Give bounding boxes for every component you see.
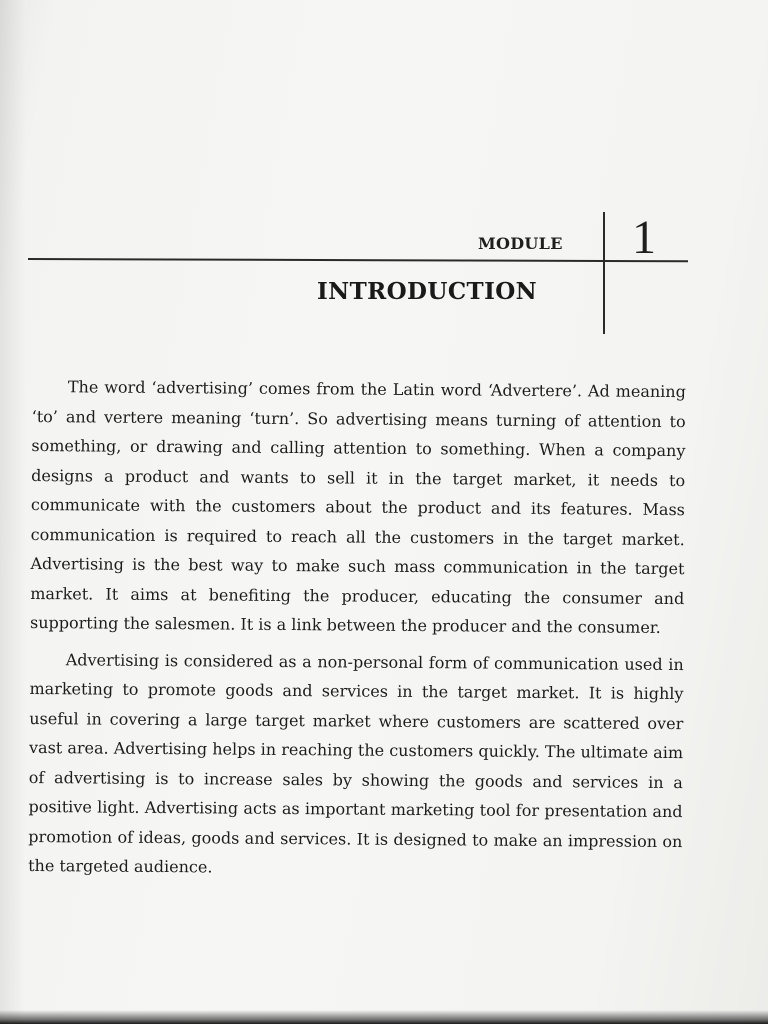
page-edge-shadow: [0, 0, 26, 1024]
module-number: 1: [632, 211, 656, 264]
page-bottom-shadow: [0, 1010, 768, 1024]
header-vertical-rule: [603, 212, 605, 334]
paragraph-1: The word ‘advertising’ comes from the Latin word ‘Advertere’. Ad meaning ‘to’ and vertere meaning ‘turn’. So advertising means turning of attention to something, or drawing and calling attention to something. When a company designs a product and wants to sell it in the target market, it needs to communicate with the customers about the product and its features. Mass communication is required to reach all the customers in the target market. Advertising is the best way to make such mass communication in the target market. It aims at benefiting the producer, educating the consumer and supporting the salesmen. It is a link between the producer and the consumer.: [29, 377, 686, 637]
module-label: MODULE: [478, 234, 563, 253]
header-horizontal-rule: [28, 258, 688, 262]
chapter-title: INTRODUCTION: [317, 278, 538, 305]
body-text: [28, 372, 686, 886]
paragraph-2: Advertising is considered as a non-personal form of communication used in marketing to promote goods and services in the target market. It is highly useful in covering a large target market where customers are scattered over vast area. Advertising helps in reaching the customers quickly. The ultimate aim of advertising is to increase sales by showing the goods and services in a positive light. Advertising acts as important marketing tool for presentation and promotion of ideas, goods and services. It is designed to make an impression on the targeted audience.: [28, 649, 684, 877]
